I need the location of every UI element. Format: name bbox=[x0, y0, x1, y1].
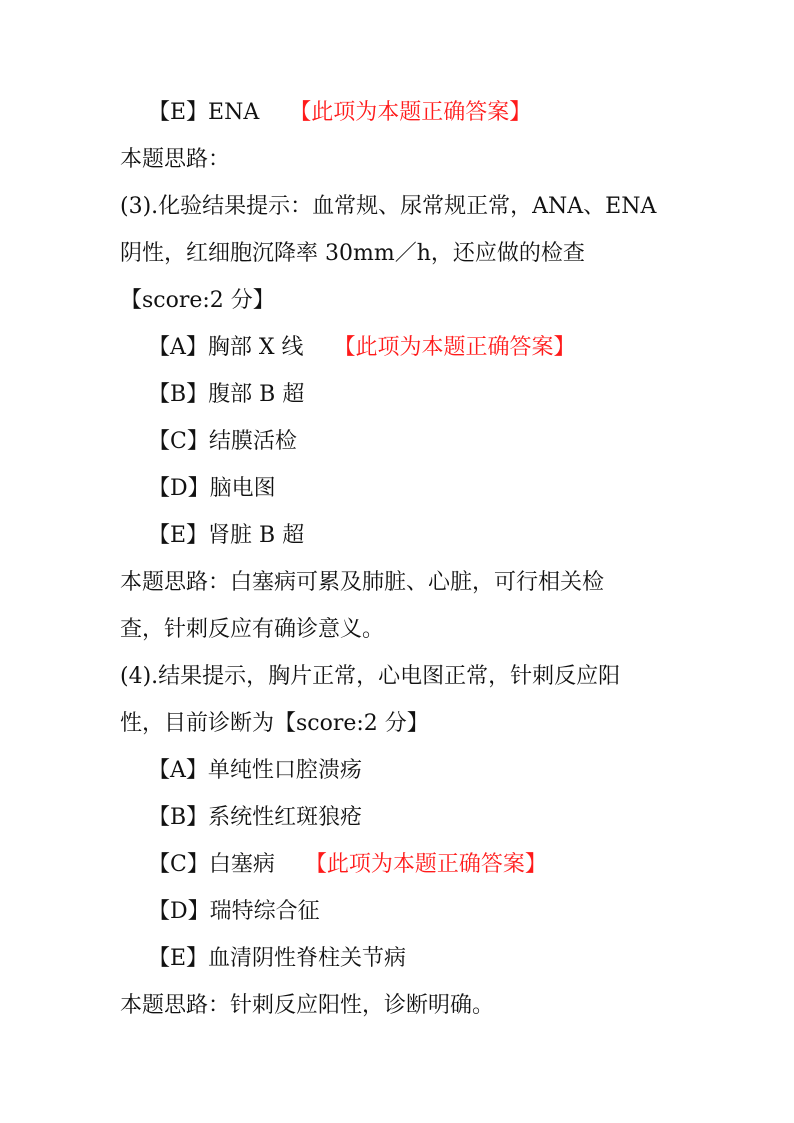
q3-explanation-line-1: 本题思路：白塞病可累及肺脏、心脏，可行相关检 bbox=[120, 570, 605, 595]
option-text: 【C】白塞病 bbox=[148, 852, 275, 877]
q4-stem-line-1: (4).结果提示，胸片正常，心电图正常，针刺反应阳 bbox=[120, 664, 621, 689]
q2-option-e bbox=[148, 99, 531, 127]
q3-explanation-line-2: 查，针刺反应有确诊意义。 bbox=[120, 617, 385, 642]
q4-option-a: 【A】单纯性口腔溃疡 bbox=[148, 758, 362, 783]
q4-stem-line-2: 性，目前诊断为【score:2 分】 bbox=[120, 711, 429, 736]
q3-score: 【score:2 分】 bbox=[120, 288, 275, 313]
q3-option-d: 【D】脑电图 bbox=[148, 476, 276, 501]
q3-option-b: 【B】腹部 B 超 bbox=[148, 382, 305, 407]
correct-answer-tag: 【此项为本题正确答案】 bbox=[304, 852, 547, 877]
q2-explanation: 本题思路： bbox=[120, 147, 231, 172]
q4-option-b: 【B】系统性红斑狼疮 bbox=[148, 805, 363, 830]
correct-answer-tag: 【此项为本题正确答案】 bbox=[333, 335, 576, 360]
q3-option-e: 【E】肾脏 B 超 bbox=[148, 523, 305, 548]
option-text: 【E】ENA bbox=[148, 100, 260, 125]
q3-stem-line-2: 阴性，红细胞沉降率 30mm／h，还应做的检查 bbox=[120, 241, 585, 266]
q3-option-c: 【C】结膜活检 bbox=[148, 429, 297, 454]
q4-option-c bbox=[148, 851, 547, 879]
q3-option-a bbox=[148, 334, 576, 362]
q4-option-d: 【D】瑞特综合征 bbox=[148, 899, 320, 924]
correct-answer-tag: 【此项为本题正确答案】 bbox=[289, 100, 532, 125]
q3-stem-line-1: (3).化验结果提示：血常规、尿常规正常，ANA、ENA bbox=[120, 194, 657, 219]
q4-option-e: 【E】血清阴性脊柱关节病 bbox=[148, 946, 407, 971]
option-text: 【A】胸部 X 线 bbox=[148, 335, 304, 360]
q4-explanation: 本题思路：针刺反应阳性，诊断明确。 bbox=[120, 993, 495, 1018]
